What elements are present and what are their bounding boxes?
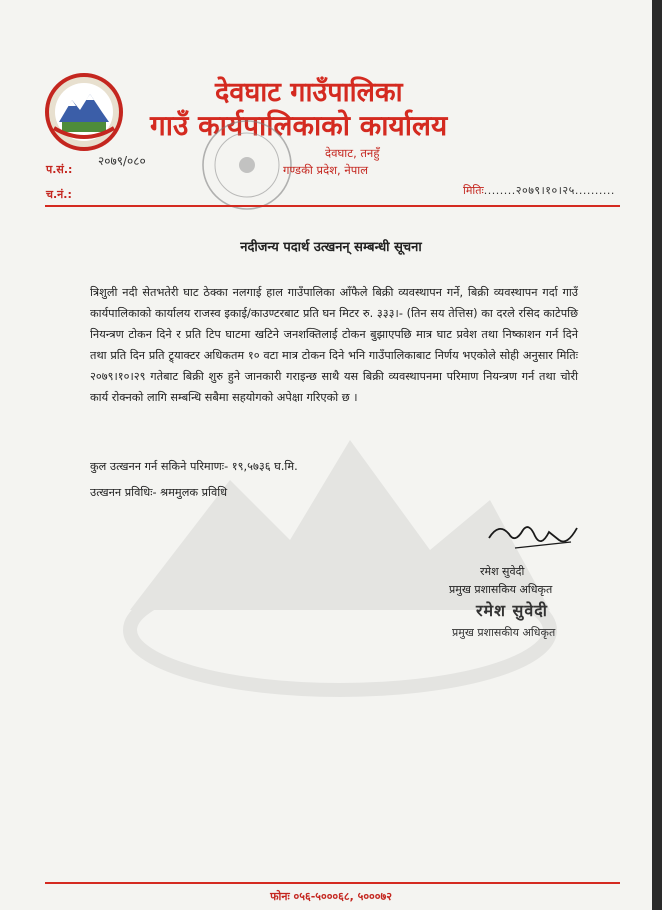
scan-edge [652, 0, 662, 910]
office-round-stamp [200, 118, 295, 213]
footer-divider [45, 882, 620, 884]
quantity-line: कुल उत्खनन गर्न सकिने परिमाणः- १९,५७३६ घ.मि. [90, 460, 298, 473]
nepal-emblem-logo [44, 72, 124, 152]
date-field [463, 183, 615, 198]
date-label: मितिः [463, 184, 484, 197]
handwritten-signature [485, 518, 580, 554]
address-line-2: गण्डकी प्रदेश, नेपाल [283, 163, 369, 177]
office-name: गाउँ कार्यपालिकाको कार्यालय [150, 109, 448, 142]
signatory-title: प्रमुख प्रशासकिय अधिकृत [449, 583, 553, 596]
ps-value: २०७९/०८० [98, 154, 146, 168]
signatory-name: रमेश सुवेदी [480, 565, 525, 578]
method-line: उत्खनन प्रविधिः- श्रममुलक प्रविधि [90, 486, 228, 499]
name-stamp: रमेश सुवेदी [476, 601, 548, 620]
date-value: ........२०७९।१०।२५.......... [483, 184, 615, 197]
notice-title: नदीजन्य पदार्थ उत्खनन् सम्बन्धी सूचना [240, 240, 422, 255]
address-line-1: देवघाट, तनहुँ [325, 146, 380, 160]
notice-body: त्रिशुली नदी सेतभतेरी घाट ठेक्का नलगाई हाल गाउँपालिका आँफैले बिक्री व्यवस्थापन गर्ने, बिक्री व्यवस्थापन गर्दा गाउँ कार्यपालिकाको कार्यालय राजस्व इकाई/काउण्टरबाट प्रति घन मिटर रु. ३३३।- (तिन सय तेत्तिस) का दरले रसिद काटेपछि नियन्त्रण टोकन दिने र प्रति टिप घाटमा खटिने जनशक्तिलाई टोकन बुझाएपछि मात्र घाट प्रवेश तथा निष्काशन गर्न दिने तथा प्रति दिन प्रति ट्र्याक्टर अधिकतम १० वटा मात्र टोकन दिने भनि गाउँपालिकाबाट निर्णय भएकोले सोही अनुसार मितिः २०७९।१०।२९ गतेबाट बिक्री शुरु हुने जानकारी गराइन्छ साथै यस बिक्री व्यवस्थापनमा परिमाण नियन्त्रण गर्न तथा चोरी कार्य रोक्नको लागि सम्बन्धि सबैमा सहयोगको अपेक्षा गरिएको छ । [90, 286, 578, 404]
title-stamp: प्रमुख प्रशासकीय अधिकृत [452, 626, 556, 639]
ps-label: प.सं.: [46, 163, 73, 176]
header-divider [45, 205, 620, 207]
municipality-name: देवघाट गाउँपालिका [215, 77, 403, 108]
cn-label: च.नं.: [46, 188, 72, 201]
footer-phone: फोनः ०५६-५०००६८, ५०००७२ [270, 890, 392, 903]
